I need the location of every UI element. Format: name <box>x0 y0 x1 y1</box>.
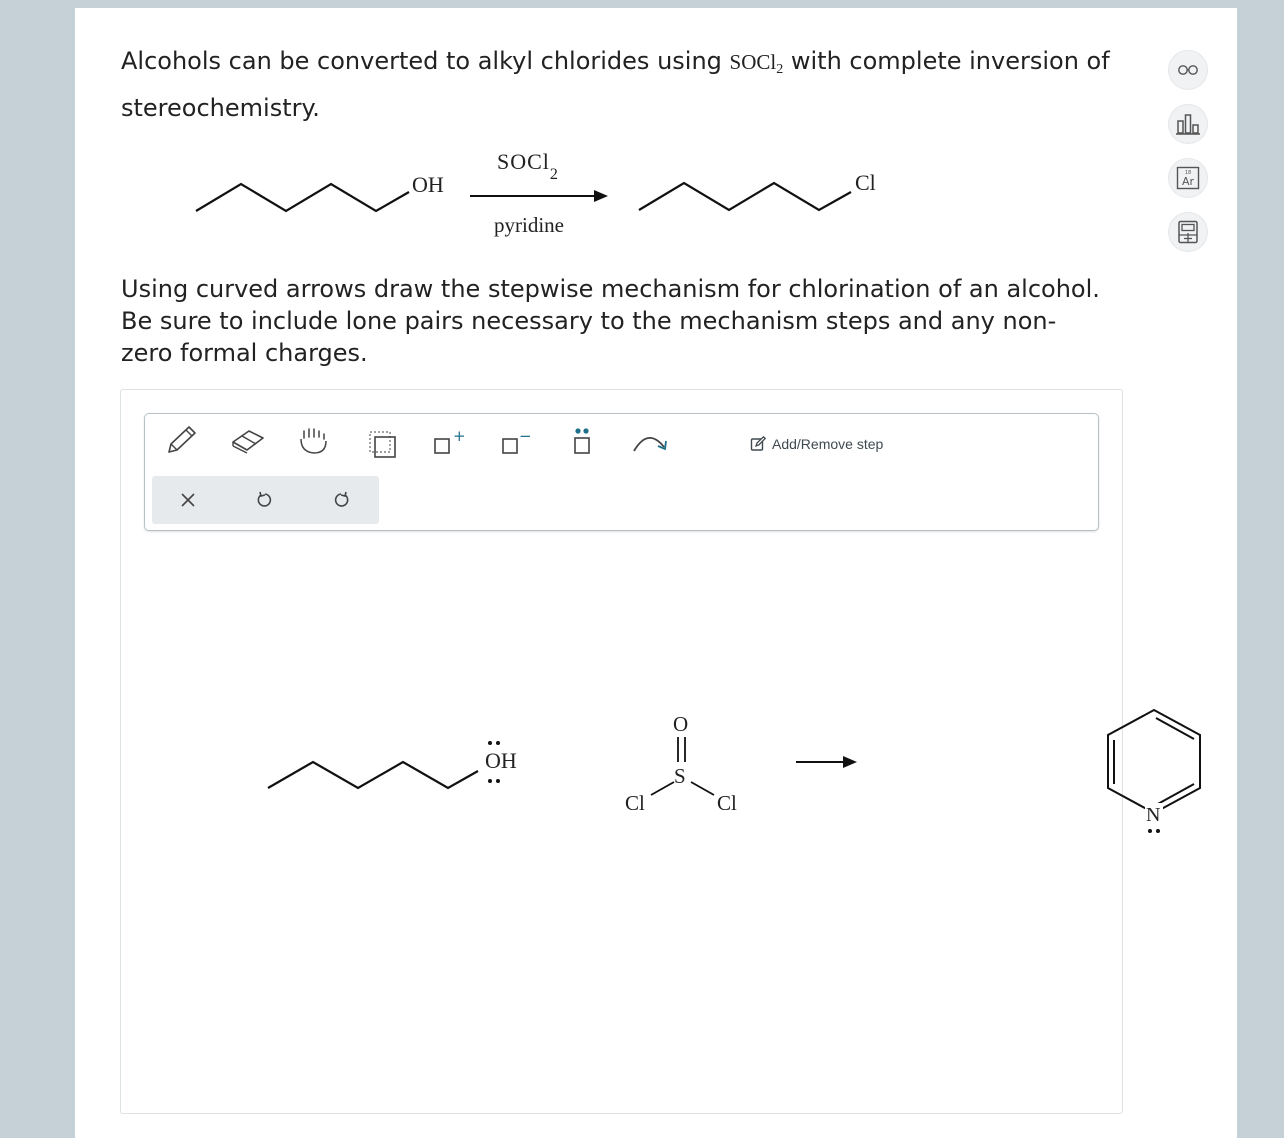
pyridine-molecule[interactable] <box>1108 710 1200 833</box>
thionyl-s-label: S <box>674 764 686 788</box>
alcohol-oh-label: OH <box>485 748 517 773</box>
reagent-above-label: SOCl$_2$ <box>497 149 559 183</box>
svg-text:18: 18 <box>1184 170 1192 176</box>
canvas-reaction-arrow[interactable] <box>796 756 857 768</box>
pyridine-lone-pair <box>1148 829 1160 833</box>
intro-text-end: with complete inversion of stereochemistry. <box>121 47 1110 122</box>
pyridine-n-label: N <box>1146 804 1161 826</box>
alcohol-molecule[interactable] <box>268 741 517 788</box>
reaction-arrow <box>470 190 608 202</box>
thionyl-cl-left-label: Cl <box>625 791 645 815</box>
drawing-canvas[interactable] <box>121 390 1161 1113</box>
add-remove-step-label: Add/Remove step <box>772 436 884 452</box>
thionyl-o-label: O <box>673 712 689 736</box>
question-page <box>75 8 1237 1138</box>
drawing-editor <box>120 389 1161 1114</box>
calculator-icon[interactable] <box>1168 212 1208 252</box>
intro-reagent: SOCl$_2$ <box>729 50 784 77</box>
reagent-below-label: pyridine <box>494 213 564 237</box>
reaction-scheme <box>75 8 1237 268</box>
intro-text: Alcohols can be converted to alkyl chlorides using <box>121 47 722 75</box>
product-molecule <box>639 183 851 210</box>
reactant-oh-label: OH <box>412 172 444 197</box>
svg-text:+: + <box>453 427 466 445</box>
product-cl-label: Cl <box>855 170 876 195</box>
thionyl-cl-right-label: Cl <box>717 791 737 815</box>
thionyl-chloride-molecule[interactable] <box>625 712 737 815</box>
question-prompt: Using curved arrows draw the stepwise mechanism for chlorination of an alcohol. Be sure to include lone pairs necessary to the mechanism steps and any non-zero formal charges. <box>121 275 1100 367</box>
periodic-table-icon[interactable] <box>1168 158 1208 198</box>
reactant-molecule <box>196 184 409 211</box>
glasses-icon[interactable] <box>1168 50 1208 90</box>
side-tools <box>1168 50 1208 266</box>
svg-text:Ar: Ar <box>1181 175 1195 188</box>
bar-chart-icon[interactable] <box>1168 104 1208 144</box>
svg-text:−: − <box>519 427 532 445</box>
